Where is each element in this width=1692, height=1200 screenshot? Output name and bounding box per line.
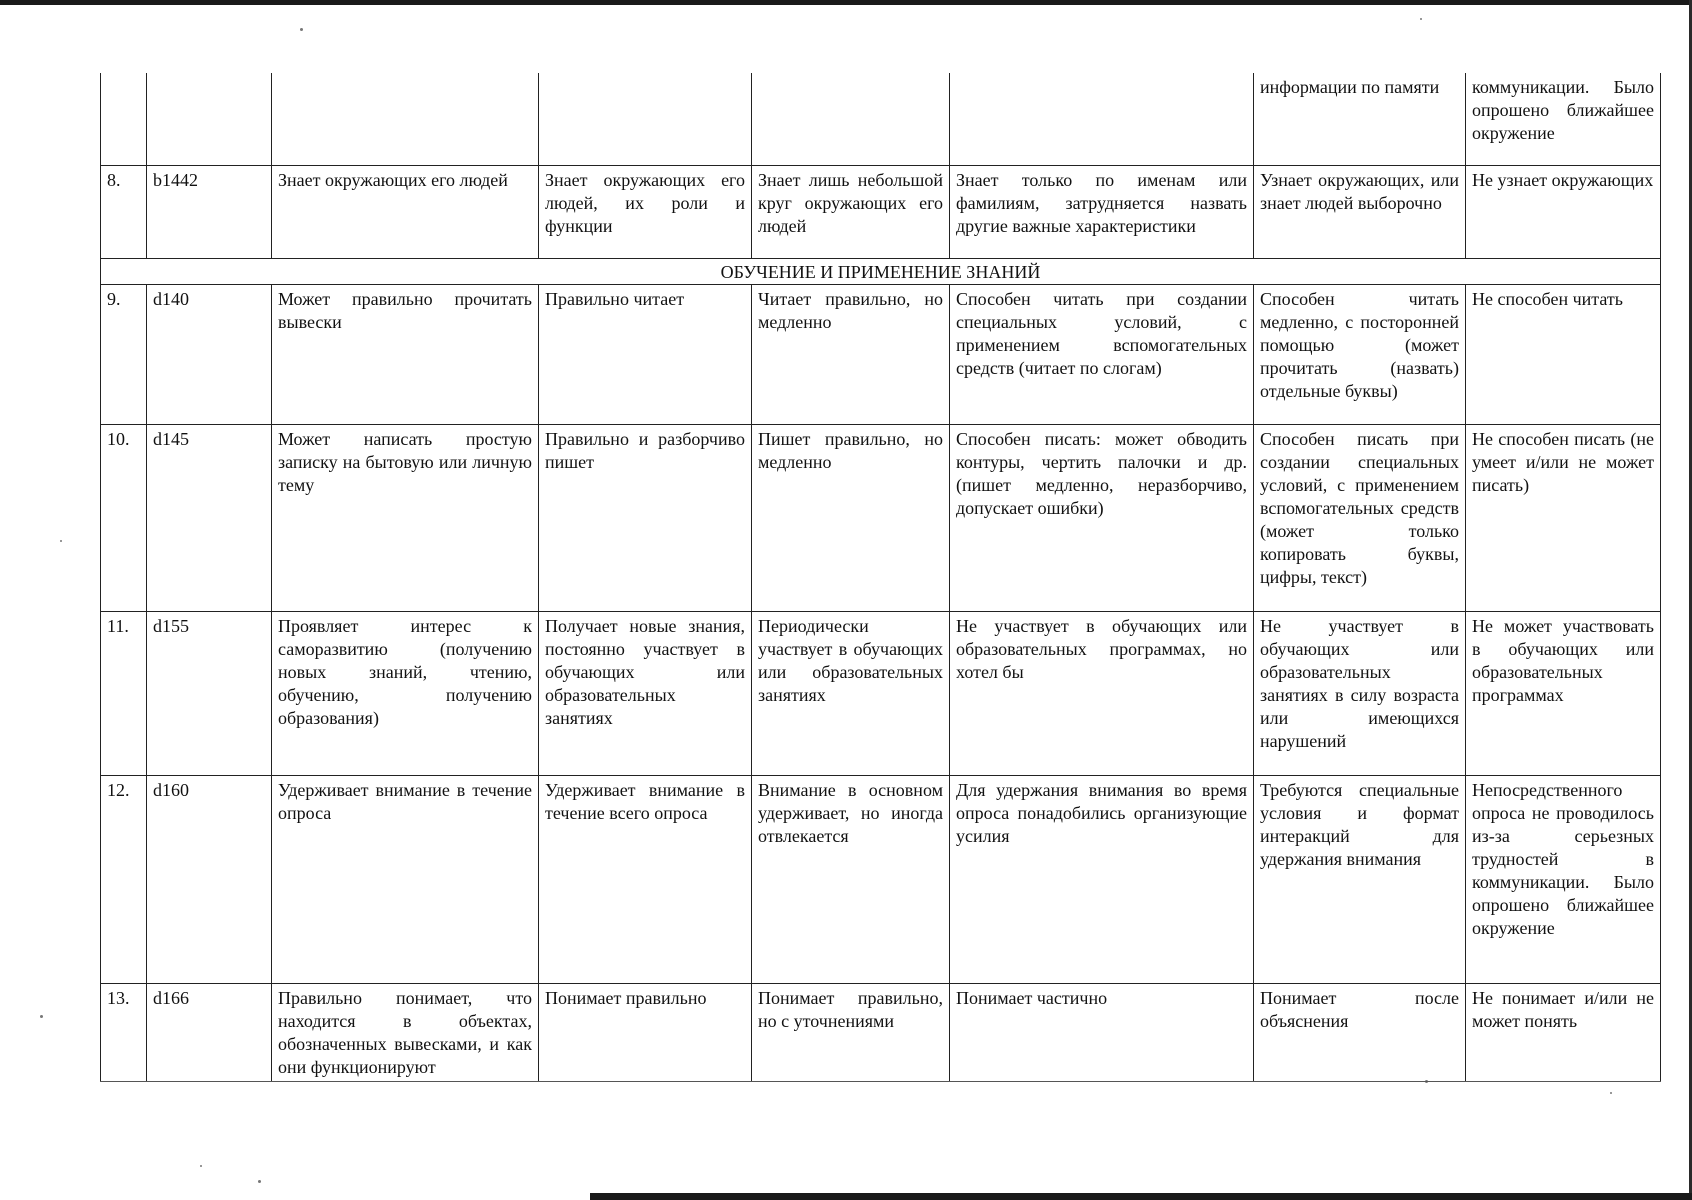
level-cell: Способен читать медленно, с посторонней помощью (может прочитать (назвать) отдельные буквы)	[1254, 284, 1466, 424]
level-cell: Знает лишь небольшой круг окружающих его людей	[752, 165, 950, 258]
level-cell: Пишет правильно, но медленно	[752, 424, 950, 611]
level-cell: Способен писать при создании специальных условий, с применением вспомогательных средств (может только копировать буквы, цифры, текст)	[1254, 424, 1466, 611]
criterion-cell: Проявляет интерес к саморазвитию (получению новых знаний, чтению, обучению, получению образования)	[272, 611, 539, 775]
scan-speck	[1610, 1092, 1612, 1094]
table-row	[101, 611, 1661, 775]
table-row	[101, 775, 1661, 983]
level-cell: Правильно и разборчиво пишет	[539, 424, 752, 611]
table-row	[101, 165, 1661, 258]
scan-speck	[258, 1180, 261, 1183]
level-cell: Не способен читать	[1466, 284, 1661, 424]
level-cell: Не узнает окружающих	[1466, 165, 1661, 258]
scan-edge-bottom	[590, 1193, 1692, 1200]
criterion-cell: Может написать простую записку на бытовую или личную тему	[272, 424, 539, 611]
scan-speck	[200, 1165, 202, 1167]
scan-edge-top	[0, 0, 1692, 5]
row-number: 11.	[101, 611, 147, 775]
assessment-table	[100, 73, 1661, 1082]
level-cell: Для удержания внимания во время опроса понадобились организующие усилия	[950, 775, 1254, 983]
criterion-cell: Удерживает внимание в течение опроса	[272, 775, 539, 983]
level-cell: Способен читать при создании специальных условий, с применением вспомогательных средств (читает по слогам)	[950, 284, 1254, 424]
level-cell: Не способен писать (не умеет и/или не может писать)	[1466, 424, 1661, 611]
row-code: d160	[147, 775, 272, 983]
row-number	[101, 73, 147, 165]
level-cell: Знает только по именам или фамилиям, затрудняется назвать другие важные характеристики	[950, 165, 1254, 258]
section-row	[101, 258, 1661, 284]
level-cell: Получает новые знания, постоянно участвует в обучающих или образовательных занятиях	[539, 611, 752, 775]
level-cell: Непосредственного опроса не проводилось из-за серьезных трудностей в коммуникации. Было опрошено ближайшее окружение	[1466, 775, 1661, 983]
level-cell: Не участвует в обучающих или образовательных программах, но хотел бы	[950, 611, 1254, 775]
table-row	[101, 424, 1661, 611]
row-code: d166	[147, 983, 272, 1081]
level-cell: Удерживает внимание в течение всего опроса	[539, 775, 752, 983]
level-cell: коммуникации. Было опрошено ближайшее окружение	[1466, 73, 1661, 165]
scan-speck	[40, 1015, 43, 1018]
criterion-cell: Знает окружающих его людей	[272, 165, 539, 258]
level-cell: Понимает после объяснения	[1254, 983, 1466, 1081]
level-cell: Не может участвовать в обучающих или образовательных программах	[1466, 611, 1661, 775]
level-cell: Периодически участвует в обучающих или образовательных занятиях	[752, 611, 950, 775]
scan-speck	[60, 540, 62, 542]
level-cell: Требуются специальные условия и формат интеракций для удержания внимания	[1254, 775, 1466, 983]
level-cell: Узнает окружающих, или знает людей выборочно	[1254, 165, 1466, 258]
level-cell: Читает правильно, но медленно	[752, 284, 950, 424]
level-cell: Не понимает и/или не может понять	[1466, 983, 1661, 1081]
scan-speck	[300, 28, 303, 31]
scan-speck	[1420, 18, 1422, 20]
table-row	[101, 983, 1661, 1081]
row-number: 8.	[101, 165, 147, 258]
criterion-cell: Правильно понимает, что находится в объектах, обозначенных вывесками, и как они функционируют	[272, 983, 539, 1081]
level-cell: Внимание в основном удерживает, но иногда отвлекается	[752, 775, 950, 983]
level-cell: Правильно читает	[539, 284, 752, 424]
row-code: d145	[147, 424, 272, 611]
table-row	[101, 73, 1661, 165]
level-cell: Не участвует в обучающих или образовательных занятиях в силу возраста или имеющихся нарушений	[1254, 611, 1466, 775]
row-number: 9.	[101, 284, 147, 424]
level-cell	[539, 73, 752, 165]
level-cell: Понимает частично	[950, 983, 1254, 1081]
section-title: ОБУЧЕНИЕ И ПРИМЕНЕНИЕ ЗНАНИЙ	[101, 258, 1661, 284]
level-cell: Знает окружающих его людей, их роли и функции	[539, 165, 752, 258]
level-cell: Понимает правильно, но с уточнениями	[752, 983, 950, 1081]
row-code: d155	[147, 611, 272, 775]
criterion-cell: Может правильно прочитать вывески	[272, 284, 539, 424]
row-code: d140	[147, 284, 272, 424]
row-number: 10.	[101, 424, 147, 611]
level-cell	[950, 73, 1254, 165]
table-row	[101, 284, 1661, 424]
criterion-cell	[272, 73, 539, 165]
row-code	[147, 73, 272, 165]
row-code: b1442	[147, 165, 272, 258]
level-cell: информации по памяти	[1254, 73, 1466, 165]
row-number: 13.	[101, 983, 147, 1081]
level-cell: Способен писать: может обводить контуры, чертить палочки и др. (пишет медленно, неразборчиво, допускает ошибки)	[950, 424, 1254, 611]
level-cell: Понимает правильно	[539, 983, 752, 1081]
level-cell	[752, 73, 950, 165]
row-number: 12.	[101, 775, 147, 983]
